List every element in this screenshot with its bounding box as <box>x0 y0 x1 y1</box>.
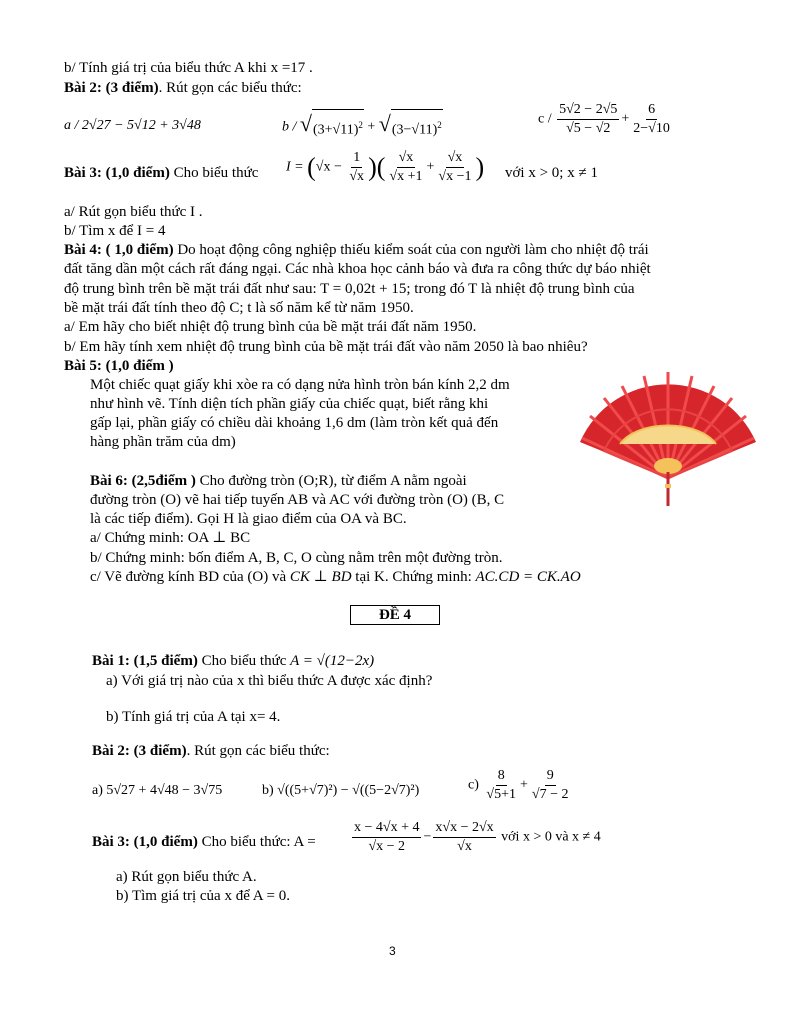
bai2-c-fraction-1 <box>557 102 619 137</box>
bai6-part-b: b/ Chứng minh: bốn điểm A, B, C, O cùng nằm trên một đường tròn. <box>90 550 503 566</box>
de4-bai2-c-fraction-2 <box>530 768 571 803</box>
fraction-numerator: 8 <box>496 768 507 786</box>
bai6-line-3: là các tiếp điểm). Gọi H là giao điểm của OA và BC. <box>90 511 407 527</box>
de4-bai1-part-a: a) Với giá trị nào của x thì biểu thức A được xác định? <box>106 673 433 689</box>
bai2-b-radical-1: √ $(3+√11)^2$ <box>300 109 364 146</box>
bai3-text: Cho biểu thức <box>169 165 259 181</box>
bai5-line-2: như hình vẽ. Tính diện tích phần giấy của chiếc quạt, biết rằng khi <box>90 396 489 412</box>
de4-bai3-part-a: a) Rút gọn biểu thức A. <box>116 869 257 885</box>
bai2-title: Bài 2: (3 điểm) <box>64 80 159 96</box>
page-number: 3 <box>389 944 396 958</box>
bai4-line-1 <box>64 241 649 259</box>
de4-bai3-heading <box>92 833 316 851</box>
de4-bai3-expression: $\frac{x - 4√x + 4}{√x - 2}$ − $\frac{x√x - 2√x}{√x}$ với x > 0 và x ≠ 4 <box>354 820 601 854</box>
bai2-text: . Rút gọn các biểu thức: <box>158 80 302 96</box>
bai4-part-a: a/ Em hãy cho biết nhiệt độ trung bình của bề mặt trái đất năm 1950. <box>64 319 477 335</box>
bai3-frac-2: $\frac{√x}{√x +1}$ <box>389 150 423 184</box>
bai5-line-4: hàng phần trăm của dm) <box>90 434 236 450</box>
de4-bai2-heading <box>92 742 330 760</box>
bai6-c-math-1: CK ⊥ BD <box>289 569 352 585</box>
fraction-numerator: 6 <box>646 102 657 120</box>
de4-bai1-heading <box>92 652 374 670</box>
bai2-b-radicand-1: (3+√11) <box>312 122 359 138</box>
bai6-line-2: đường tròn (O) vẽ hai tiếp tuyến AB và AC với đường tròn (O) (B, C <box>90 492 505 508</box>
paper-fan-illustration <box>576 356 760 516</box>
bai4-line-4: bề mặt trái đất tính theo độ C; t là số năm kể từ năm 1950. <box>64 300 414 316</box>
bai2-b-radicand-2: (3−√11) <box>391 122 438 138</box>
bai2-expr-c: c / $\frac{5√2 - 2√5}{√5 - √2}$ + $\frac{6}{2-√10}$ <box>538 102 670 136</box>
fraction-denominator: √7 − 2 <box>531 787 569 802</box>
de4-heading-box: ĐỀ 4 <box>350 605 440 625</box>
bai4-line-2: đất tăng dần một cách rất đáng ngại. Các nhà khoa học cảnh báo và đưa ra công thức dự báo nhiệt <box>64 261 651 277</box>
bai3-title: Bài 3: (1,0 điểm) <box>64 165 170 181</box>
bai2-b-label: b / <box>282 119 297 135</box>
fraction-denominator: √5+1 <box>486 787 516 802</box>
bai6-part-a: a/ Chứng minh: OA ⊥ BC <box>90 530 251 546</box>
bai6-c-text-2: tại K. Chứng minh: <box>351 569 476 585</box>
bai6-c-text: c/ Vẽ đường kính BD của (O) và <box>90 569 290 585</box>
fraction-numerator: 5√2 − 2√5 <box>557 102 619 120</box>
de4-bai2-expr-b: b) √((5+√7)²) − √((5−2√7)²) <box>262 783 420 798</box>
de4-bai2-title: Bài 2: (3 điểm) <box>92 743 187 759</box>
de4-bai2-expr-a: a) 5√27 + 4√48 − 3√75 <box>92 783 223 798</box>
de4-bai1-text: Cho biểu thức <box>197 653 291 669</box>
fraction-denominator: 2−√10 <box>633 121 670 136</box>
bai3-heading <box>64 164 258 182</box>
fraction-numerator: x − 4√x + 4 <box>352 820 421 838</box>
de4-bai2-c-label: c) <box>468 777 479 793</box>
de4-bai1-expression: A = √(12−2x) <box>290 653 375 669</box>
fraction-denominator: √x <box>457 839 472 854</box>
de4-bai2-expr-c: c) $\frac{8}{√5+1}$ + $\frac{9}{√7 - 2}$ <box>468 768 569 802</box>
bai1-part-b: b/ Tính giá trị của biểu thức A khi x =17 . <box>64 60 313 76</box>
de4-bai2-text: . Rút gọn các biểu thức: <box>186 743 330 759</box>
de4-bai3-condition: với x > 0 và x ≠ 4 <box>501 829 601 845</box>
fraction-denominator: √x − 2 <box>368 839 406 854</box>
fraction-denominator: √5 − √2 <box>566 121 611 136</box>
bai3-lhs: I = <box>286 159 304 175</box>
bai5-title: Bài 5: (1,0 điểm ) <box>64 358 174 374</box>
bai3-condition: với x > 0; x ≠ 1 <box>505 165 598 181</box>
bai6-title: Bài 6: (2,5điểm ) <box>90 473 196 489</box>
de4-bai1-title: Bài 1: (1,5 điểm) <box>92 653 198 669</box>
bai2-expr-b: b / √ $(3+√11)^2$ + √ $(3-√11)^2$ <box>282 109 443 146</box>
bai5-line-1: Một chiếc quạt giấy khi xòe ra có dạng nửa hình tròn bán kính 2,2 dm <box>90 377 510 393</box>
bai4-line-3: độ trung bình trên bề mặt trái đất như sau: T = 0,02t + 15; trong đó T là nhiệt độ trung bình của <box>64 281 635 297</box>
fraction-numerator: 9 <box>545 768 556 786</box>
bai4-text-1: Do hoạt động công nghiệp thiếu kiểm soát của con người làm cho nhiệt độ trái <box>173 242 649 258</box>
bai3-part-b: b/ Tìm x để I = 4 <box>64 223 166 239</box>
bai4-part-b: b/ Em hãy tính xem nhiệt độ trung bình của bề mặt trái đất vào năm 2050 là bao nhiêu? <box>64 339 588 355</box>
de4-bai3-part-b: b) Tìm giá trị của x để A = 0. <box>116 888 290 904</box>
de4-bai3-text: Cho biểu thức: A = <box>197 834 316 850</box>
bai4-title: Bài 4: ( 1,0 điểm) <box>64 242 174 258</box>
de4-bai2-c-fraction-1 <box>484 768 518 803</box>
bai3-frac-3: $\frac{√x}{√x -1}$ <box>438 150 472 184</box>
bai6-c-math-2: AC.CD = CK.AO <box>475 569 581 585</box>
bai3-frac-1: $\frac{1}{√x}$ <box>349 150 365 184</box>
bai6-text-1: Cho đường tròn (O;R), từ điểm A nằm ngoài <box>195 473 467 489</box>
bai2-c-label: c / <box>538 111 552 127</box>
bai2-b-radical-2: √ $(3-√11)^2$ <box>379 109 443 146</box>
bai3-expression: I = (√x − $\frac{1}{√x}$ )( $\frac{√x}{√x +1}$ + $\frac{√x}{√x -1}$ ) <box>286 150 485 184</box>
fraction-numerator: x√x − 2√x <box>433 820 495 838</box>
bai2-c-fraction-2 <box>631 102 672 137</box>
de4-bai3-fraction-1 <box>352 820 421 855</box>
bai2-expr-a: a / 2√27 − 5√12 + 3√48 <box>64 118 201 133</box>
bai3-part-a: a/ Rút gọn biểu thức I . <box>64 204 203 220</box>
bai2-heading <box>64 79 302 97</box>
de4-bai1-part-b: b) Tính giá trị của A tại x= 4. <box>106 709 281 725</box>
bai5-line-3: gấp lại, phần giấy có chiều dài khoảng 1,6 dm (làm tròn kết quả đến <box>90 415 499 431</box>
de4-bai3-title: Bài 3: (1,0 điểm) <box>92 834 198 850</box>
bai6-line-1 <box>90 472 467 490</box>
bai6-part-c <box>90 568 581 586</box>
de4-bai3-fraction-2 <box>433 820 495 855</box>
